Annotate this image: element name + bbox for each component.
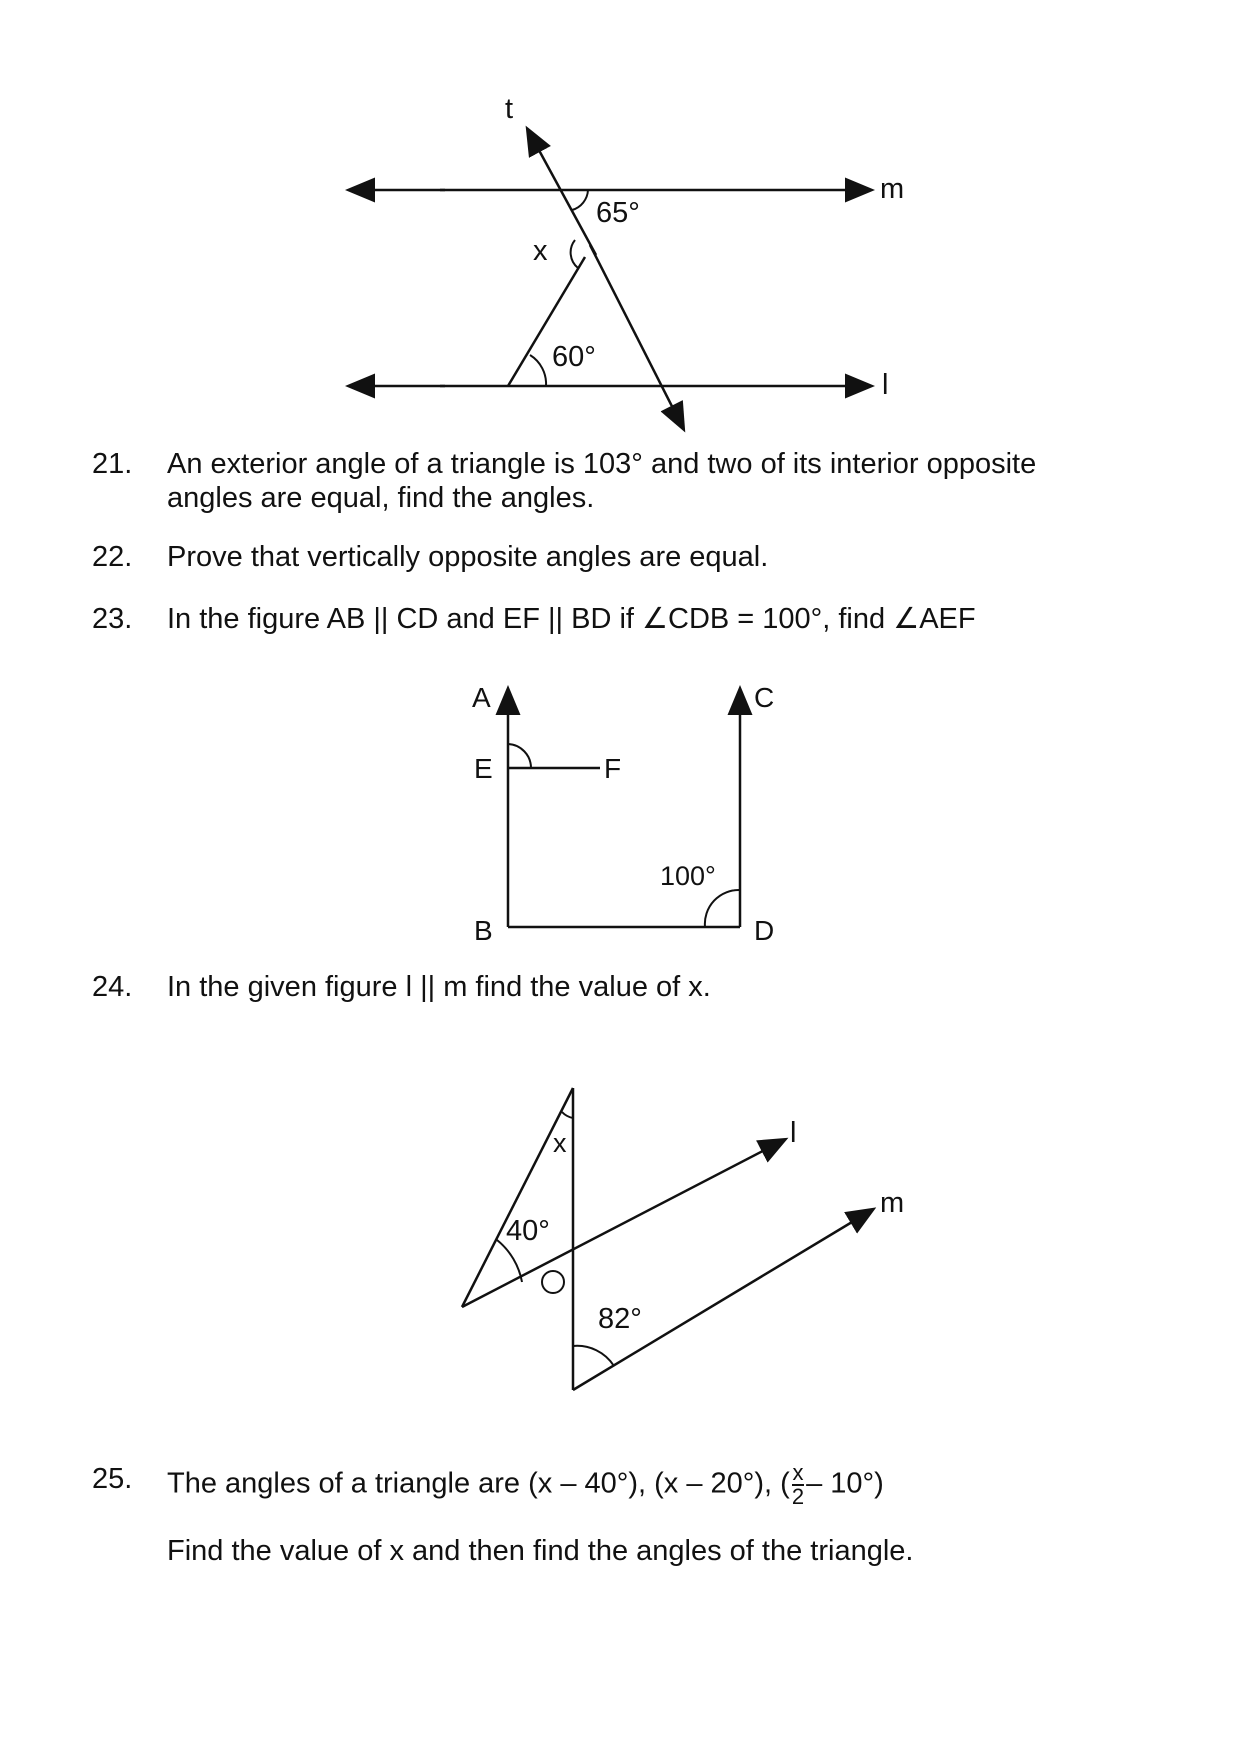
point-o-marker [542, 1271, 564, 1293]
question-text [167, 1462, 884, 1508]
label-l: l [790, 1117, 797, 1149]
angle-arc-82 [573, 1346, 614, 1366]
angle-arc-x [562, 1112, 573, 1118]
label-m: m [880, 173, 905, 205]
angle-arc-aef [508, 744, 531, 768]
fraction-numerator: x [792, 1460, 804, 1485]
question-25 [92, 1462, 1172, 1572]
angle-arc-x [571, 240, 578, 268]
label-100: 100° [660, 861, 716, 891]
question-number: 24. [92, 971, 133, 1003]
label-f: F [604, 753, 622, 784]
question-number: 21. [92, 448, 133, 480]
label-65: 65° [596, 197, 640, 229]
angle-arc-100 [705, 890, 740, 927]
angle-arc-60 [530, 355, 546, 386]
question-text-line2: angles are equal, find the angles. [167, 482, 595, 514]
question-text-prefix: The angles of a triangle are (x – 40°), (x – 20°), ( [167, 1467, 790, 1500]
question-number: 25. [92, 1463, 133, 1495]
question-23 [92, 602, 1172, 636]
label-l: l [882, 369, 889, 401]
label-82: 82° [598, 1303, 642, 1335]
question-text-suffix: – 10°) [806, 1467, 884, 1500]
question-text: Prove that vertically opposite angles are equal. [167, 541, 769, 573]
question-text: In the figure AB || CD and EF || BD if ∠CDB = 100°, find ∠AEF [167, 603, 976, 635]
figure-3-parallel-lines-triangle [0, 1070, 1240, 1400]
question-text: An exterior angle of a triangle is 103° and two of its interior opposite [167, 448, 1037, 480]
question-21 [92, 447, 1172, 517]
label-b: B [474, 915, 493, 946]
question-text: In the given figure l || m find the value of x. [167, 971, 711, 1003]
label-60: 60° [552, 341, 596, 373]
label-c: C [754, 682, 775, 713]
fraction-denominator: 2 [791, 1484, 805, 1509]
label-x: x [533, 235, 548, 267]
label-e: E [474, 753, 493, 784]
label-t: t [505, 93, 514, 125]
triangle-left-side [462, 1088, 573, 1307]
question-text-line2: Find the value of x and then find the angles of the triangle. [167, 1535, 914, 1567]
question-22 [92, 540, 1172, 574]
label-x: x [553, 1128, 567, 1158]
question-24 [92, 970, 1172, 1004]
label-m: m [880, 1187, 905, 1219]
label-d: D [754, 915, 775, 946]
fraction-x-over-2 [792, 1462, 804, 1508]
line-m [573, 1210, 872, 1390]
figure-2-parallel-segments [0, 660, 1240, 960]
angle-arc-65 [572, 190, 588, 210]
figure-1-parallel-lines-transversal [0, 0, 1240, 470]
label-a: A [472, 682, 491, 713]
label-40: 40° [506, 1215, 550, 1247]
question-number: 22. [92, 541, 133, 573]
question-number: 23. [92, 603, 133, 635]
